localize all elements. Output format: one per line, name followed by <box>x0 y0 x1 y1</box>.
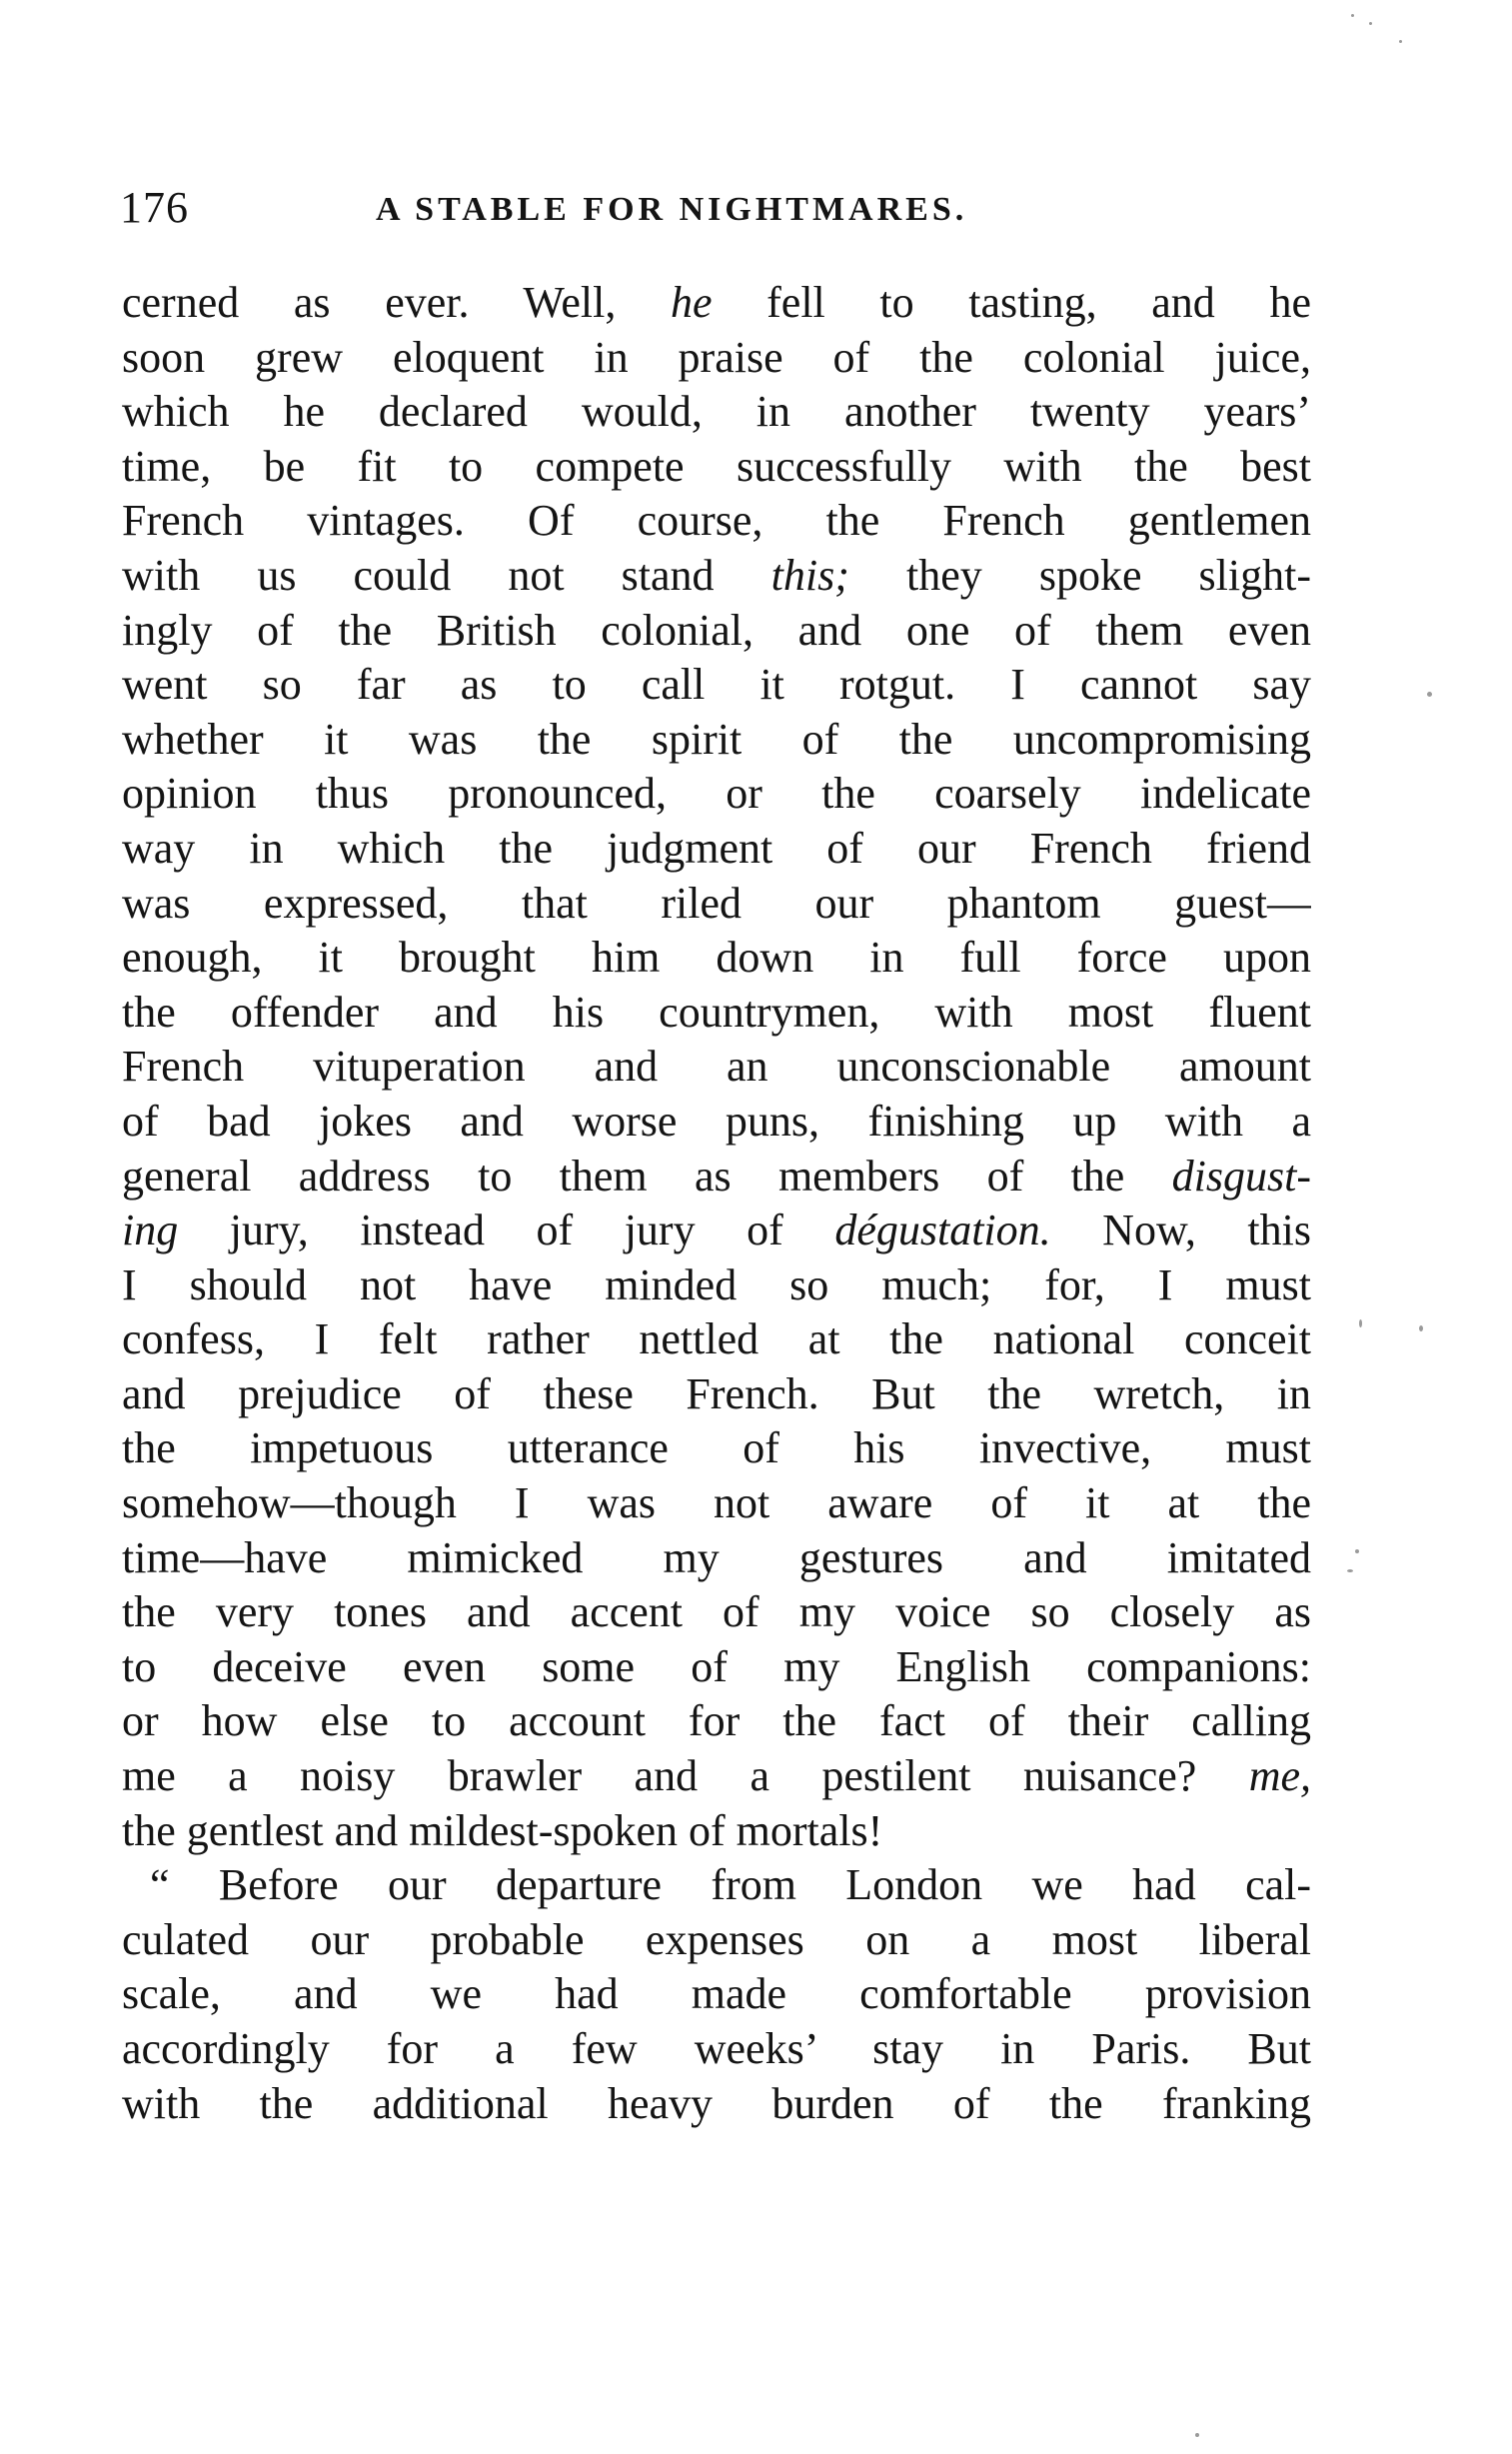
running-title: A STABLE FOR NIGHTMARES. <box>376 191 968 228</box>
text-line <box>122 822 1311 877</box>
line-text: with us could not stand <box>122 550 771 600</box>
italic-text: ing <box>122 1206 179 1255</box>
text-line <box>122 604 1311 659</box>
line-text: confess, I felt rather nettled at the national conceit <box>122 1314 1311 1364</box>
text-line <box>122 1040 1311 1095</box>
text-line <box>122 1312 1311 1367</box>
line-text: which he declared would, in another twenty years’ <box>122 387 1311 437</box>
paragraph-2 <box>122 1858 1311 2131</box>
italic-text: he <box>670 278 713 327</box>
line-text: to deceive even some of my English companions: <box>122 1641 1311 1691</box>
text-line <box>122 549 1311 604</box>
line-text: of bad jokes and worse puns, finishing up with a <box>122 1096 1311 1146</box>
text-line <box>122 1421 1311 1476</box>
line-text: and prejudice of these French. But the wretch, in <box>122 1368 1311 1418</box>
italic-text: me, <box>1248 1751 1311 1801</box>
line-text: I should not have minded so much; for, I must <box>122 1259 1311 1309</box>
text-line <box>122 1913 1311 1968</box>
scan-speck <box>1355 1549 1359 1553</box>
page-number: 176 <box>120 183 189 232</box>
line-text: went so far as to call it rotgut. I cannot say <box>122 660 1311 710</box>
line-text: jury, instead of jury of <box>178 1206 835 1255</box>
line-text: scale, and we had made comfortable provision <box>122 1969 1311 2019</box>
scan-speck <box>1399 40 1402 43</box>
scan-speck <box>1351 14 1354 17</box>
italic-text: dégustation. <box>834 1206 1051 1255</box>
text-line <box>122 1749 1311 1804</box>
text-line <box>122 1367 1311 1422</box>
text-line <box>122 331 1311 386</box>
line-text: French vintages. Of course, the French gentlemen <box>122 496 1311 546</box>
line-text: Now, this <box>1050 1206 1311 1255</box>
text-line <box>122 1095 1311 1150</box>
line-text: with the additional heavy burden of the franking <box>122 2078 1311 2128</box>
line-text: somehow—though I was not aware of it at the <box>122 1478 1311 1528</box>
text-line <box>122 986 1311 1041</box>
text-line <box>122 385 1311 440</box>
scan-speck <box>1359 1319 1362 1327</box>
line-text: time—have mimicked my gestures and imitated <box>122 1532 1311 1582</box>
scan-speck <box>1195 2433 1199 2437</box>
text-line <box>122 658 1311 713</box>
text-line <box>122 1967 1311 2022</box>
scan-speck <box>1427 692 1432 697</box>
scan-speck <box>1347 1569 1353 1572</box>
line-text: “ Before our departure from London we had cal- <box>150 1860 1311 1910</box>
text-line <box>122 1476 1311 1531</box>
text-line <box>122 2022 1311 2077</box>
scan-speck <box>1419 1325 1423 1331</box>
text-line <box>122 1858 1311 1913</box>
line-text: or how else to account for the fact of their calling <box>122 1696 1311 1746</box>
scan-speck <box>1369 22 1372 25</box>
text-line <box>122 931 1311 986</box>
text-line <box>122 1585 1311 1640</box>
text-line <box>122 713 1311 768</box>
italic-text: this; <box>770 550 849 600</box>
line-text: opinion thus pronounced, or the coarsely indelicate <box>122 769 1311 819</box>
text-line <box>122 767 1311 822</box>
text-line <box>122 877 1311 932</box>
line-text: the impetuous utterance of his invective, must <box>122 1423 1311 1473</box>
line-text: way in which the judgment of our French friend <box>122 823 1311 873</box>
line-text: me a noisy brawler and a pestilent nuisance? <box>122 1751 1249 1801</box>
text-line <box>122 1531 1311 1586</box>
line-text: cerned as ever. Well, <box>122 278 671 327</box>
text-line <box>122 1694 1311 1749</box>
body-text <box>122 276 1311 2131</box>
text-line <box>122 276 1311 331</box>
line-text: they spoke slight- <box>848 550 1311 600</box>
line-text: time, be fit to compete successfully with the best <box>122 441 1311 491</box>
line-text: whether it was the spirit of the uncompromising <box>122 714 1311 764</box>
text-line <box>122 494 1311 549</box>
line-text: French vituperation and an unconscionable amount <box>122 1042 1311 1092</box>
text-line <box>122 440 1311 495</box>
line-text: the offender and his countrymen, with most fluent <box>122 987 1311 1037</box>
paragraph-1 <box>122 276 1311 1858</box>
line-text: the gentlest and mildest-spoken of mortals! <box>122 1805 883 1855</box>
line-text: soon grew eloquent in praise of the colonial juice, <box>122 332 1311 382</box>
line-text: accordingly for a few weeks’ stay in Paris. But <box>122 2024 1311 2073</box>
text-line <box>122 1150 1311 1205</box>
text-line <box>122 1204 1311 1258</box>
italic-text: disgust- <box>1171 1151 1311 1201</box>
line-text: general address to them as members of the <box>122 1151 1172 1201</box>
line-text: ingly of the British colonial, and one of them even <box>122 605 1311 655</box>
text-line <box>122 1804 1311 1859</box>
running-head <box>120 176 1319 240</box>
line-text: fell to tasting, and he <box>712 278 1311 327</box>
line-text: the very tones and accent of my voice so closely as <box>122 1587 1311 1637</box>
text-line <box>122 2077 1311 2132</box>
line-text: culated our probable expenses on a most liberal <box>122 1914 1311 1964</box>
line-text: enough, it brought him down in full force upon <box>122 933 1311 983</box>
text-line <box>122 1258 1311 1313</box>
text-line <box>122 1640 1311 1695</box>
line-text: was expressed, that riled our phantom guest— <box>122 878 1311 928</box>
